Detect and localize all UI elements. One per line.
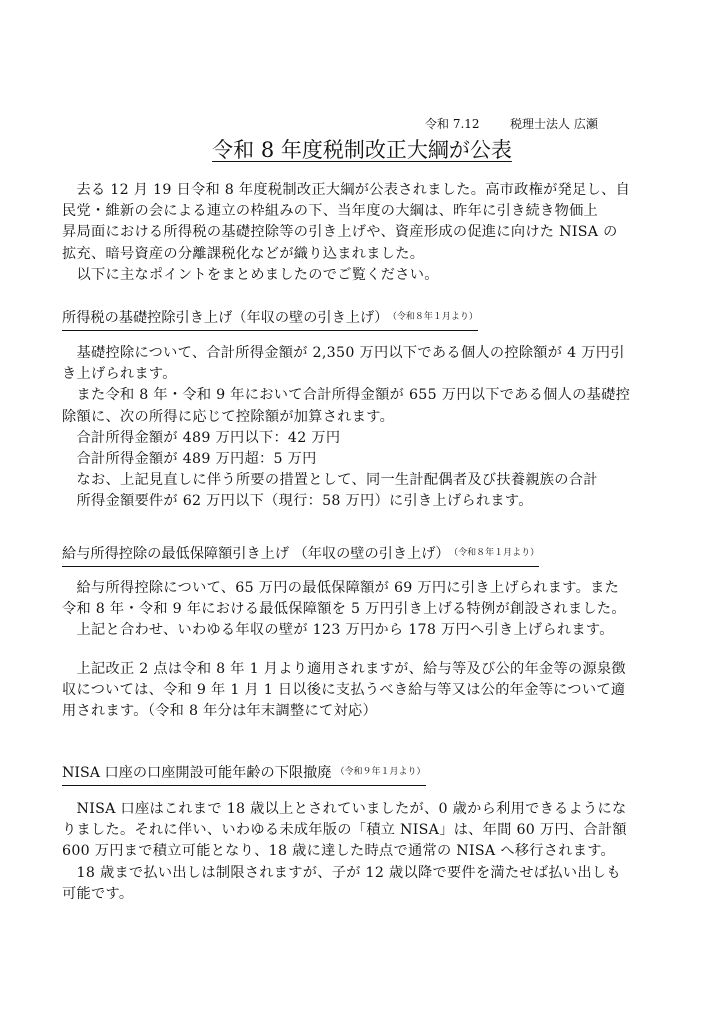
section-body-nisa: NISA 口座はこれまで 18 歳以上とされていましたが、0 歳から利用できるようにな りました。それに伴い、いわゆる未成年版の「積立 NISA」は、年間 60 万円、合計額 600 万円まで積立可能となり、18 歳に達した時点で通常の NISA へ移行されます。 18 歳まで払い出しは制限されますが、子が 12 歳以降で要件を満たせば払い出しも 可能です。 bbox=[62, 801, 627, 902]
issue-date: 令和 7.12 bbox=[425, 117, 480, 131]
section-heading-nisa bbox=[62, 762, 426, 786]
intro-closing: 以下に主なポイントをまとめましたのでご覧ください。 bbox=[62, 267, 439, 283]
section-heading-text: 所得税の基礎控除引き上げ（年収の壁の引き上げ） bbox=[62, 310, 389, 326]
section-heading-basic-deduction bbox=[62, 307, 478, 331]
page-title bbox=[0, 135, 724, 165]
intro-paragraph: 去る 12 月 19 日令和 8 年度税制改正大綱が公表されました。高市政権が発足し、自 民党・維新の会による連立の枠組みの下、当年度の大綱は、昨年に引き続き物価上 昇局面における所得税の基礎控除等の引き上げや、資産形成の促進に向けた NISA の 拡充、暗号資産の分離課税化などが織り込まれました。 bbox=[62, 182, 631, 262]
effective-date-note: （令和８年１月より） bbox=[392, 312, 478, 322]
section-body-basic-deduction: 基礎控除について、合計所得金額が 2,350 万円以下である個人の控除額が 4 万円引 き上げられます。 また令和 8 年・令和 9 年において合計所得金額が 655 万円以下である個人の基礎控 除額に、次の所得に応じて控除額が加算されます。 合計所得金額が 489 万円以下：42 万円 合計所得金額が 489 万円超：5 万円 なお、上記見直しに伴う所要の措置として、同一生計配偶者及び扶養親族の合計 所得金額要件が 62 万円以下（現行：58 万円）に引き上げられます。 bbox=[62, 345, 631, 510]
section-heading-text: NISA 口座の口座開設可能年齢の下限撤廃 bbox=[62, 765, 332, 781]
section-body-salary-deduction: 給与所得控除について、65 万円の最低保障額が 69 万円に引き上げられます。また 令和 8 年・令和 9 年における最低保障額を 5 万円引き上げる特例が創設されました。 上記と合わせ、いわゆる年収の壁が 123 万円から 178 万円へ引き上げられます。 bbox=[62, 580, 626, 639]
page-title-text: 令和 8 年度税制改正大綱が公表 bbox=[212, 138, 512, 162]
section-body-salary-application: 上記改正 2 点は令和 8 年 1 月より適用されますが、給与等及び公的年金等の源泉徴 収については、令和 9 年 1 月 1 日以後に支払うべき給与等又は公的年金等について適 用されます。（令和 8 年分は年末調整にて対応） bbox=[62, 661, 626, 720]
effective-date-note: （令和９年１月より） bbox=[335, 767, 426, 777]
section-heading-salary-deduction bbox=[62, 543, 539, 567]
effective-date-note: （令和８年１月より） bbox=[453, 548, 540, 558]
section-heading-text: 給与所得控除の最低保障額引き上げ （年収の壁の引き上げ） bbox=[62, 546, 450, 562]
firm-name: 税理士法人 広瀬 bbox=[510, 117, 598, 131]
